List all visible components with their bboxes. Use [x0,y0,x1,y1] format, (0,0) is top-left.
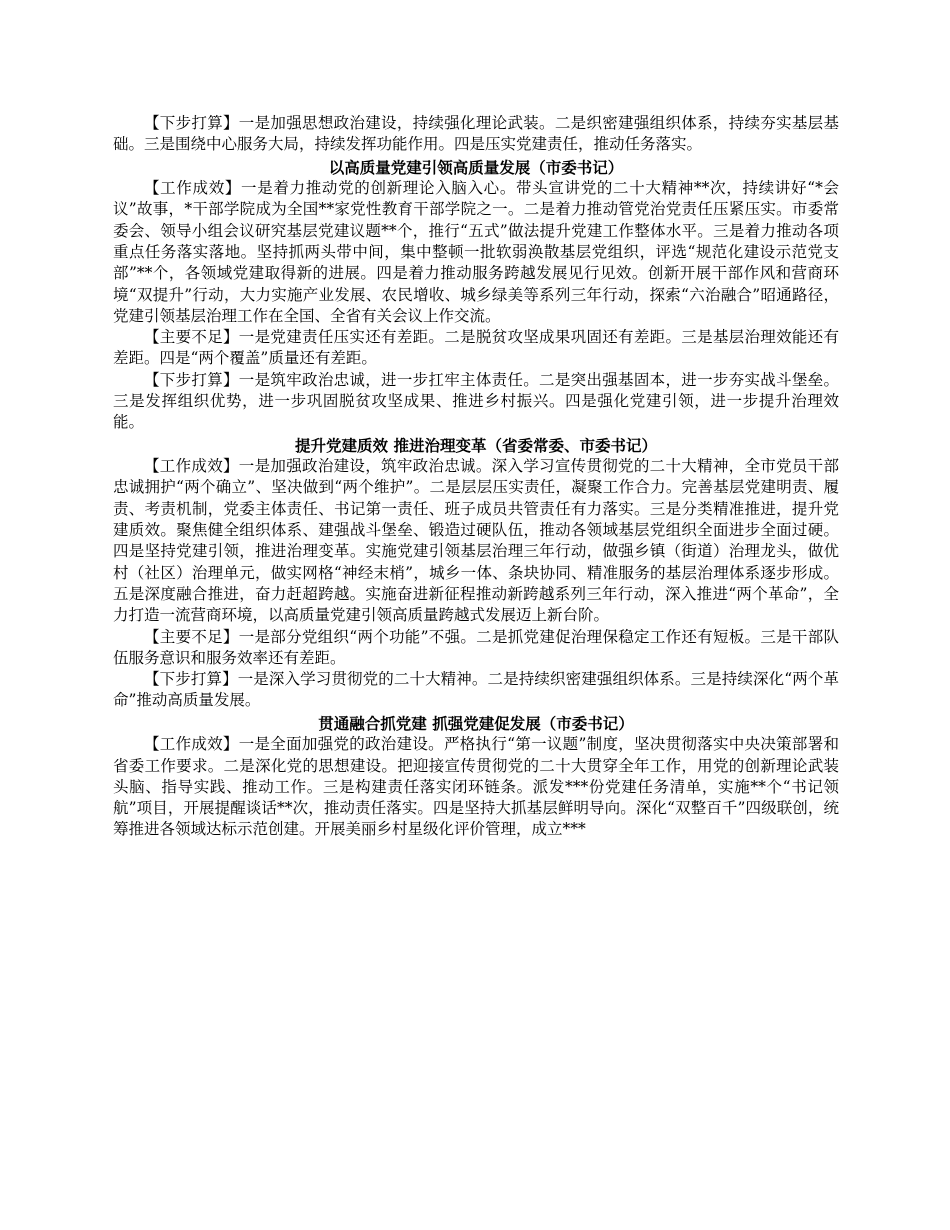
paragraph-achievements-1: 【工作成效】一是着力推动党的创新理论入脑入心。带头宣讲党的二十大精神**次，持续讲好“*会议”故事，*干部学院成为全国**家党性教育干部学院之一。二是着力推动管党治党责任压紧压实。市委常委会、领导小组会议研究基层党建议题**个，推行“五式”做法提升党建工作整体水平。三是着力推动各项重点任务落实落地。坚持抓两头带中间，集中整顿一批软弱涣散基层党组织，评选“规范化建设示范党支部”**个，各领域党建取得新的进展。四是着力推动服务跨越发展见行见效。创新开展干部作风和营商环境“双提升”行动，大力实施产业发展、农民增收、城乡绿美等系列三年行动，探索“六治融合”昭通路径，党建引领基层治理工作在全国、全省有关会议上作交流。 [113,179,839,325]
section-heading-1: 以高质量党建引领高质量发展（市委书记） [328,157,624,177]
section-heading-3: 贯通融合抓党建 抓强党建促发展（市委书记） [318,713,634,733]
paragraph-next-steps-1: 【下步打算】一是加强思想政治建设，持续强化理论武装。二是织密建强组织体系，持续夯实基层基础。三是围绕中心服务大局，持续发挥功能作用。四是压实党建责任，推动任务落实。 [113,114,839,154]
paragraph-next-steps-3: 【下步打算】一是深入学习贯彻党的二十大精神。二是持续织密建强组织体系。三是持续深化“两个革命”推动高质量发展。 [113,670,839,710]
paragraph-achievements-3: 【工作成效】一是全面加强党的政治建设。严格执行“第一议题”制度，坚决贯彻落实中央决策部署和省委工作要求。二是深化党的思想建设。把迎接宣传贯彻党的二十大贯穿全年工作，用党的创新理论武装头脑、指导实践、推动工作。三是构建责任落实闭环链条。派发***份党建任务清单，实施**个“书记领航”项目，开展提醒谈话**次，推动责任落实。四是坚持大抓基层鲜明导向。深化“双整百千”四级联创，统筹推进各领域达标示范创建。开展美丽乡村星级化评价管理，成立*** [113,735,839,839]
document-page [113,113,839,841]
section-heading-2: 提升党建质效 推进治理变革（省委常委、市委书记） [295,435,657,455]
paragraph-achievements-2: 【工作成效】一是加强政治建设，筑牢政治忠诚。深入学习宣传贯彻党的二十大精神，全市党员干部忠诚拥护“两个确立”、坚决做到“两个维护”。二是层层压实责任，凝聚工作合力。完善基层党建明责、履责、考责机制，党委主体责任、书记第一责任、班子成员共管责任有力落实。三是分类精准推进，提升党建质效。聚焦健全组织体系、建强战斗堡垒、锻造过硬队伍，推动各领域基层党组织全面进步全面过硬。四是坚持党建引领，推进治理变革。实施党建引领基层治理三年行动，做强乡镇（街道）治理龙头，做优村（社区）治理单元，做实网格“神经末梢”，城乡一体、条块协同、精准服务的基层治理体系逐步形成。五是深度融合推进，奋力赶超跨越。实施奋进新征程推动新跨越系列三年行动，深入推进“两个革命”，全力打造一流营商环境，以高质量党建引领高质量跨越式发展迈上新台阶。 [113,457,839,625]
paragraph-shortcomings-2: 【主要不足】一是部分党组织“两个功能”不强。二是抓党建促治理保稳定工作还有短板。三是干部队伍服务意识和服务效率还有差距。 [113,627,839,667]
paragraph-shortcomings-1: 【主要不足】一是党建责任压实还有差距。二是脱贫攻坚成果巩固还有差距。三是基层治理效能还有差距。四是“两个覆盖”质量还有差距。 [113,328,839,368]
paragraph-next-steps-2: 【下步打算】一是筑牢政治忠诚，进一步扛牢主体责任。二是突出强基固本，进一步夯实战斗堡垒。三是发挥组织优势，进一步巩固脱贫攻坚成果、推进乡村振兴。四是强化党建引领，进一步提升治理效能。 [113,370,839,432]
